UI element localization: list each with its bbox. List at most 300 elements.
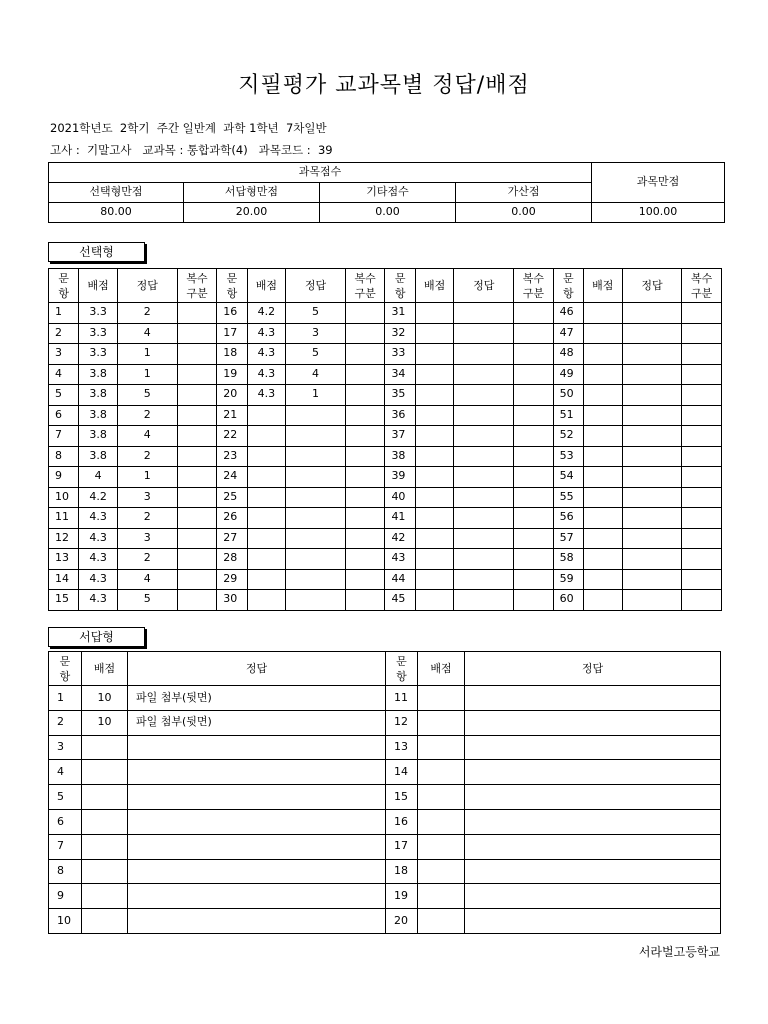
mc-question-number: 59 [553, 569, 583, 590]
mc-multiple-cell [345, 590, 385, 611]
mc-question-number: 54 [553, 467, 583, 488]
mc-points-cell [415, 467, 454, 488]
sa-points-cell [418, 710, 465, 735]
sa-question-number: 14 [386, 760, 418, 785]
mc-points-cell: 4.3 [247, 364, 286, 385]
mc-table-row [49, 508, 722, 529]
mc-points-cell [584, 323, 623, 344]
mc-table-row [49, 467, 722, 488]
sa-header-answer: 정답 [465, 652, 721, 686]
score-value-cell: 80.00 [49, 203, 184, 223]
sa-answer-cell [128, 909, 386, 934]
mc-answer-cell [286, 590, 346, 611]
total-score-value: 100.00 [592, 203, 725, 223]
mc-multiple-cell [682, 528, 722, 549]
mc-answer-cell [454, 446, 514, 467]
mc-points-cell: 3.8 [79, 385, 118, 406]
mc-points-cell [415, 487, 454, 508]
mc-multiple-cell [514, 446, 554, 467]
mc-multiple-cell [177, 569, 217, 590]
sa-header-number: 문 항 [49, 652, 82, 686]
mc-answer-cell: 2 [117, 405, 177, 426]
mc-table-row [49, 590, 722, 611]
mc-table-row [49, 549, 722, 570]
mc-answer-cell [454, 323, 514, 344]
mc-header-answer: 정답 [454, 269, 514, 303]
mc-multiple-cell [345, 385, 385, 406]
mc-table-row [49, 446, 722, 467]
mc-multiple-cell [514, 364, 554, 385]
mc-question-number: 9 [49, 467, 79, 488]
mc-question-number: 58 [553, 549, 583, 570]
mc-header-multiple: 복수 구분 [345, 269, 385, 303]
mc-multiple-cell [177, 467, 217, 488]
sa-answer-cell [465, 760, 721, 785]
sa-table-row [49, 710, 721, 735]
mc-points-cell: 4.2 [79, 487, 118, 508]
mc-multiple-cell [682, 385, 722, 406]
mc-question-number: 50 [553, 385, 583, 406]
mc-table-row [49, 323, 722, 344]
sa-table-row [49, 909, 721, 934]
mc-question-number: 36 [385, 405, 415, 426]
mc-question-number: 46 [553, 303, 583, 324]
mc-multiple-cell [682, 303, 722, 324]
mc-points-cell [247, 426, 286, 447]
mc-points-cell: 4.3 [247, 344, 286, 365]
mc-points-cell [415, 549, 454, 570]
mc-question-number: 33 [385, 344, 415, 365]
mc-answer-cell: 4 [117, 323, 177, 344]
mc-multiple-cell [682, 487, 722, 508]
mc-answer-cell [622, 405, 682, 426]
mc-points-cell [247, 528, 286, 549]
sa-question-number: 11 [386, 686, 418, 711]
mc-points-cell [247, 487, 286, 508]
sa-points-cell [82, 834, 128, 859]
mc-question-number: 11 [49, 508, 79, 529]
mc-answer-cell: 5 [117, 385, 177, 406]
mc-question-number: 12 [49, 528, 79, 549]
mc-question-number: 29 [217, 569, 247, 590]
mc-answer-cell [454, 487, 514, 508]
mc-points-cell [415, 303, 454, 324]
mc-multiple-cell [514, 549, 554, 570]
mc-question-number: 60 [553, 590, 583, 611]
sa-question-number: 17 [386, 834, 418, 859]
mc-answer-cell [454, 590, 514, 611]
mc-answer-cell [454, 364, 514, 385]
short-answer-table [48, 651, 721, 934]
mc-question-number: 30 [217, 590, 247, 611]
mc-multiple-cell [514, 569, 554, 590]
mc-answer-cell [622, 446, 682, 467]
mc-answer-cell [454, 344, 514, 365]
mc-answer-cell [454, 385, 514, 406]
sa-answer-cell [465, 909, 721, 934]
mc-points-cell: 3.8 [79, 364, 118, 385]
mc-answer-cell [622, 426, 682, 447]
mc-question-number: 10 [49, 487, 79, 508]
mc-points-cell [584, 364, 623, 385]
sa-points-cell [82, 809, 128, 834]
mc-points-cell [584, 405, 623, 426]
mc-points-cell: 3.8 [79, 446, 118, 467]
mc-points-cell: 4.3 [79, 528, 118, 549]
mc-answer-cell [622, 344, 682, 365]
mc-points-cell [247, 549, 286, 570]
sa-answer-cell [128, 760, 386, 785]
mc-answer-cell [454, 426, 514, 447]
mc-points-cell [247, 590, 286, 611]
mc-answer-cell [286, 446, 346, 467]
mc-question-number: 23 [217, 446, 247, 467]
mc-header-multiple: 복수 구분 [514, 269, 554, 303]
mc-answer-cell [622, 487, 682, 508]
mc-answer-cell [286, 426, 346, 447]
mc-points-cell: 3.8 [79, 426, 118, 447]
mc-points-cell [247, 569, 286, 590]
mc-answer-cell: 5 [117, 590, 177, 611]
mc-multiple-cell [345, 323, 385, 344]
mc-answer-cell: 2 [117, 508, 177, 529]
mc-question-number: 39 [385, 467, 415, 488]
mc-question-number: 24 [217, 467, 247, 488]
mc-answer-cell [286, 508, 346, 529]
mc-multiple-cell [177, 323, 217, 344]
score-header-cell: 선택형만점 [49, 183, 184, 203]
mc-table-row [49, 528, 722, 549]
sa-table-row [49, 834, 721, 859]
mc-multiple-cell [177, 446, 217, 467]
mc-header-points: 배점 [247, 269, 286, 303]
mc-multiple-cell [682, 590, 722, 611]
mc-answer-cell [286, 528, 346, 549]
mc-table-row [49, 303, 722, 324]
mc-question-number: 57 [553, 528, 583, 549]
sa-points-cell [82, 884, 128, 909]
mc-question-number: 47 [553, 323, 583, 344]
sa-answer-cell [128, 809, 386, 834]
mc-points-cell [584, 528, 623, 549]
mc-question-number: 31 [385, 303, 415, 324]
mc-question-number: 13 [49, 549, 79, 570]
sa-table-row [49, 785, 721, 810]
school-name: 서라벌고등학교 [638, 945, 720, 959]
mc-answer-cell: 1 [117, 344, 177, 365]
mc-multiple-cell [345, 487, 385, 508]
mc-answer-cell [454, 405, 514, 426]
mc-multiple-cell [514, 508, 554, 529]
mc-question-number: 6 [49, 405, 79, 426]
mc-header-answer: 정답 [622, 269, 682, 303]
mc-answer-cell [454, 549, 514, 570]
sa-points-cell [82, 859, 128, 884]
mc-multiple-cell [177, 303, 217, 324]
sa-points-cell [82, 735, 128, 760]
mc-multiple-cell [345, 549, 385, 570]
sa-points-cell [82, 760, 128, 785]
mc-header-points: 배점 [415, 269, 454, 303]
mc-multiple-cell [514, 303, 554, 324]
mc-question-number: 28 [217, 549, 247, 570]
mc-header-multiple: 복수 구분 [682, 269, 722, 303]
sa-question-number: 2 [49, 710, 82, 735]
mc-header-number: 문 항 [49, 269, 79, 303]
mc-question-number: 15 [49, 590, 79, 611]
mc-multiple-cell [177, 364, 217, 385]
sa-question-number: 4 [49, 760, 82, 785]
mc-question-number: 41 [385, 508, 415, 529]
sa-points-cell [418, 909, 465, 934]
mc-question-number: 45 [385, 590, 415, 611]
mc-question-number: 3 [49, 344, 79, 365]
mc-multiple-cell [345, 364, 385, 385]
mc-points-cell: 4.3 [79, 590, 118, 611]
mc-points-cell [415, 508, 454, 529]
mc-question-number: 51 [553, 405, 583, 426]
mc-points-cell [247, 446, 286, 467]
mc-question-number: 42 [385, 528, 415, 549]
sa-question-number: 15 [386, 785, 418, 810]
score-header-cell: 서답형만점 [184, 183, 320, 203]
mc-answer-cell [622, 364, 682, 385]
mc-question-number: 1 [49, 303, 79, 324]
mc-points-cell: 4.3 [79, 508, 118, 529]
mc-points-cell [584, 446, 623, 467]
sa-question-number: 10 [49, 909, 82, 934]
sa-question-number: 7 [49, 834, 82, 859]
mc-question-number: 17 [217, 323, 247, 344]
mc-multiple-cell [177, 528, 217, 549]
mc-points-cell [584, 549, 623, 570]
mc-points-cell [415, 344, 454, 365]
mc-answer-cell [286, 569, 346, 590]
sa-table-row [49, 809, 721, 834]
mc-question-number: 37 [385, 426, 415, 447]
mc-multiple-cell [177, 405, 217, 426]
mc-multiple-cell [177, 426, 217, 447]
mc-multiple-cell [682, 344, 722, 365]
mc-table-row [49, 487, 722, 508]
mc-multiple-cell [514, 385, 554, 406]
mc-points-cell: 4.3 [79, 549, 118, 570]
mc-multiple-cell [345, 528, 385, 549]
sa-table-row [49, 735, 721, 760]
mc-answer-cell: 2 [117, 303, 177, 324]
sa-answer-cell [128, 785, 386, 810]
mc-points-cell [584, 467, 623, 488]
mc-multiple-cell [345, 405, 385, 426]
mc-answer-cell [286, 467, 346, 488]
mc-multiple-cell [682, 323, 722, 344]
mc-answer-cell [622, 590, 682, 611]
sa-header-points: 배점 [418, 652, 465, 686]
mc-points-cell [415, 446, 454, 467]
sa-answer-cell [128, 884, 386, 909]
mc-question-number: 32 [385, 323, 415, 344]
mc-points-cell [415, 426, 454, 447]
exam-info-line-1: 2021학년도 2학기 주간 일반계 과학 1학년 7차일반 [50, 121, 327, 135]
sa-question-number: 16 [386, 809, 418, 834]
mc-multiple-cell [514, 467, 554, 488]
sa-points-cell [418, 760, 465, 785]
mc-multiple-cell [682, 405, 722, 426]
mc-answer-cell [622, 569, 682, 590]
mc-answer-cell [286, 405, 346, 426]
mc-question-number: 27 [217, 528, 247, 549]
mc-points-cell: 4.3 [247, 385, 286, 406]
mc-points-cell [415, 528, 454, 549]
mc-question-number: 55 [553, 487, 583, 508]
mc-points-cell [415, 569, 454, 590]
mc-question-number: 25 [217, 487, 247, 508]
sa-answer-cell [465, 785, 721, 810]
sa-question-number: 12 [386, 710, 418, 735]
mc-question-number: 20 [217, 385, 247, 406]
mc-answer-cell [454, 569, 514, 590]
mc-question-number: 35 [385, 385, 415, 406]
mc-question-number: 26 [217, 508, 247, 529]
mc-answer-cell: 5 [286, 344, 346, 365]
mc-multiple-cell [514, 528, 554, 549]
mc-multiple-cell [345, 303, 385, 324]
mc-question-number: 53 [553, 446, 583, 467]
mc-answer-cell: 1 [117, 364, 177, 385]
mc-multiple-cell [345, 467, 385, 488]
mc-table-row [49, 569, 722, 590]
sa-question-number: 5 [49, 785, 82, 810]
mc-points-cell: 3.8 [79, 405, 118, 426]
mc-multiple-cell [514, 487, 554, 508]
mc-multiple-cell [177, 549, 217, 570]
multiple-choice-section-label: 선택형 [48, 242, 145, 262]
mc-question-number: 2 [49, 323, 79, 344]
mc-answer-cell [622, 528, 682, 549]
mc-multiple-cell [682, 426, 722, 447]
mc-answer-cell: 1 [117, 467, 177, 488]
sa-answer-cell [465, 686, 721, 711]
mc-multiple-cell [345, 426, 385, 447]
mc-multiple-cell [177, 385, 217, 406]
mc-header-multiple: 복수 구분 [177, 269, 217, 303]
mc-answer-cell [286, 549, 346, 570]
sa-points-cell [418, 834, 465, 859]
sa-points-cell [418, 686, 465, 711]
sa-points-cell: 10 [82, 686, 128, 711]
mc-question-number: 5 [49, 385, 79, 406]
mc-table-row [49, 364, 722, 385]
mc-answer-cell [622, 385, 682, 406]
score-group-header: 과목점수 [49, 163, 592, 183]
mc-question-number: 48 [553, 344, 583, 365]
mc-header-number: 문 항 [385, 269, 415, 303]
sa-points-cell [418, 735, 465, 760]
score-header-cell: 가산점 [456, 183, 592, 203]
mc-multiple-cell [177, 487, 217, 508]
mc-answer-cell: 2 [117, 549, 177, 570]
mc-multiple-cell [177, 590, 217, 611]
mc-answer-cell [622, 467, 682, 488]
mc-points-cell [247, 508, 286, 529]
mc-points-cell: 3.3 [79, 303, 118, 324]
mc-answer-cell: 5 [286, 303, 346, 324]
mc-points-cell [584, 344, 623, 365]
mc-question-number: 52 [553, 426, 583, 447]
mc-question-number: 8 [49, 446, 79, 467]
short-answer-section-label: 서답형 [48, 627, 145, 647]
mc-answer-cell: 2 [117, 446, 177, 467]
mc-question-number: 56 [553, 508, 583, 529]
sa-answer-cell [128, 735, 386, 760]
sa-answer-cell [465, 710, 721, 735]
mc-points-cell [247, 405, 286, 426]
mc-answer-cell: 4 [286, 364, 346, 385]
mc-points-cell [584, 590, 623, 611]
mc-multiple-cell [514, 426, 554, 447]
mc-answer-cell [454, 528, 514, 549]
mc-points-cell [415, 364, 454, 385]
mc-points-cell: 4.3 [79, 569, 118, 590]
sa-answer-cell [128, 834, 386, 859]
sa-answer-cell [128, 859, 386, 884]
mc-multiple-cell [345, 446, 385, 467]
mc-answer-cell: 1 [286, 385, 346, 406]
mc-header-points: 배점 [79, 269, 118, 303]
sa-points-cell [418, 785, 465, 810]
sa-answer-cell [465, 735, 721, 760]
sa-points-cell: 10 [82, 710, 128, 735]
mc-header-answer: 정답 [117, 269, 177, 303]
mc-question-number: 38 [385, 446, 415, 467]
mc-points-cell: 3.3 [79, 323, 118, 344]
mc-points-cell [584, 385, 623, 406]
sa-header-number: 문 항 [386, 652, 418, 686]
exam-info-line-2: 고사 : 기말고사 교과목 : 통합과학(4) 과목코드 : 39 [50, 143, 333, 157]
mc-points-cell [584, 569, 623, 590]
sa-table-row [49, 859, 721, 884]
mc-question-number: 16 [217, 303, 247, 324]
mc-table-row [49, 385, 722, 406]
mc-points-cell: 4.2 [247, 303, 286, 324]
multiple-choice-answer-table [48, 268, 722, 611]
mc-question-number: 44 [385, 569, 415, 590]
mc-multiple-cell [177, 508, 217, 529]
mc-multiple-cell [514, 323, 554, 344]
sa-header-points: 배점 [82, 652, 128, 686]
sa-points-cell [418, 884, 465, 909]
mc-answer-cell: 3 [117, 528, 177, 549]
mc-answer-cell [622, 508, 682, 529]
mc-answer-cell [454, 467, 514, 488]
sa-points-cell [418, 809, 465, 834]
sa-question-number: 1 [49, 686, 82, 711]
mc-question-number: 21 [217, 405, 247, 426]
mc-question-number: 18 [217, 344, 247, 365]
mc-table-row [49, 405, 722, 426]
mc-multiple-cell [177, 344, 217, 365]
mc-multiple-cell [682, 467, 722, 488]
mc-multiple-cell [345, 508, 385, 529]
sa-question-number: 9 [49, 884, 82, 909]
sa-answer-cell [465, 884, 721, 909]
sa-question-number: 8 [49, 859, 82, 884]
mc-answer-cell [454, 303, 514, 324]
mc-points-cell: 4 [79, 467, 118, 488]
sa-header-answer: 정답 [128, 652, 386, 686]
mc-question-number: 49 [553, 364, 583, 385]
sa-question-number: 18 [386, 859, 418, 884]
